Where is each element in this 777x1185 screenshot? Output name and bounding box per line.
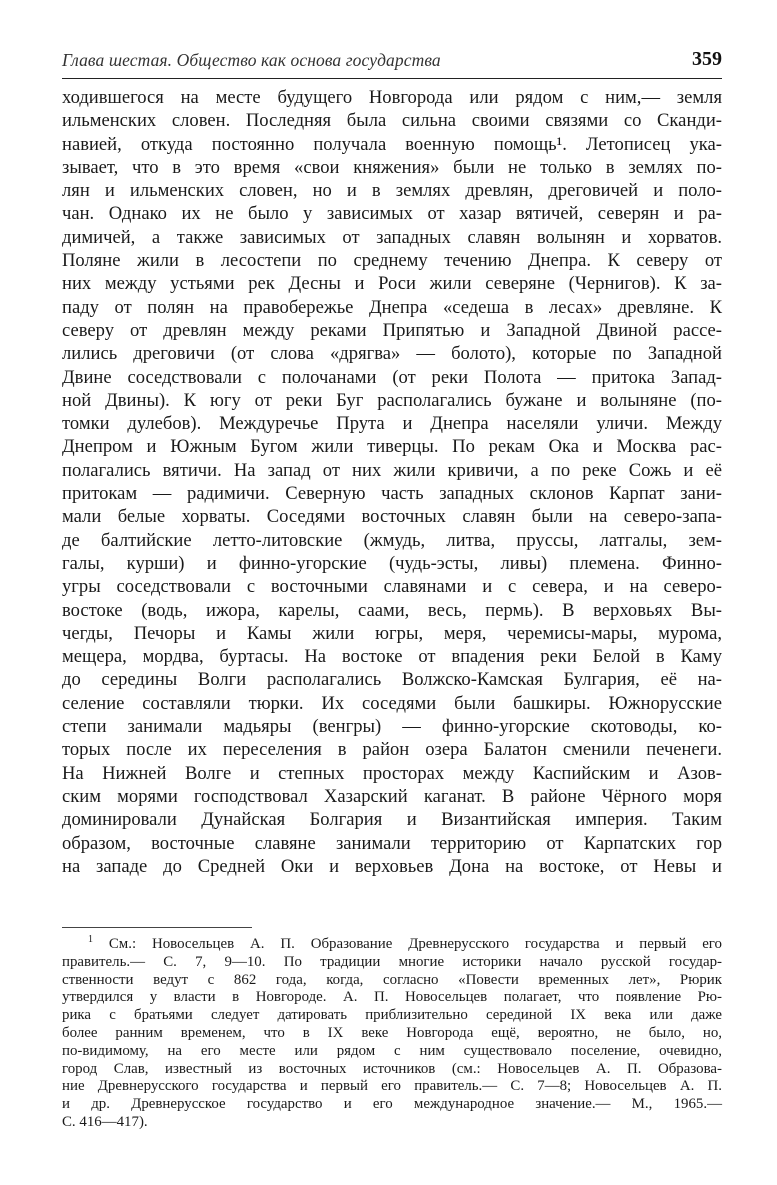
text-line: димичей, а также зависимых от западных славян волынян и хорватов. <box>62 226 722 248</box>
text-line: чан. Однако их не было у зависимых от хазар вятичей, северян и ра- <box>62 203 722 225</box>
text-line: ходившегося на месте будущего Новгорода или рядом с ним,— земля <box>62 87 722 108</box>
footnote-line: город Слав, известный из восточных источников (см.: Новосельцев А. П. Образова- <box>62 1060 722 1077</box>
text-line: На Нижней Волге и степных просторах между Каспийским и Азов- <box>62 762 722 784</box>
text-line: северу от древлян между реками Припятью и Западной Двиной рассе- <box>62 319 722 341</box>
header-rule <box>62 78 722 79</box>
footnote-rule <box>62 927 252 928</box>
text-line: торых после их переселения в район озера Балатон сменили печенеги. <box>62 739 722 761</box>
text-line: де балтийские летто-литовские (жмудь, литва, пруссы, латгалы, зем- <box>62 529 722 551</box>
text-line: доминировали Дунайская Болгария и Византийская империя. Таким <box>62 809 722 831</box>
footnote-line: и др. Древнерусское государство и его международное значение.— М., 1965.— <box>62 1096 722 1113</box>
text-line: полагались вятичи. На запад от них жили кривичи, а по реке Сожь и её <box>62 459 722 481</box>
footnote-line: по-видимому, на его месте или рядом с ним существовало поселение, очевидно, <box>62 1042 722 1059</box>
text-line: лян и ильменских словен, но и в землях древлян, дреговичей и поло- <box>62 180 722 202</box>
text-line: зывает, что в это время «свои княжения» были не только в землях по- <box>62 156 722 178</box>
running-header <box>62 46 722 74</box>
text-line: чегды, Печоры и Камы жили югры, меря, черемисы-мары, мурома, <box>62 622 722 644</box>
text-line: лились дреговичи (от слова «дрягва» — болото), которые по Западной <box>62 343 722 365</box>
body-text <box>62 86 722 878</box>
footnote-line-text: См.: Новосельцев А. П. Образование Древнерусского государства и первый его <box>108 936 722 952</box>
footnote-line: более ранним временем, что в IX веке Новгорода ещё, вероятно, не было, но, <box>62 1024 722 1041</box>
text-line: степи занимали мадьяры (венгры) — финно-угорские скотоводы, ко- <box>62 716 722 738</box>
text-line: Поляне жили в лесостепи по среднему течению Днепра. К северу от <box>62 250 722 272</box>
text-line: мещера, мордва, буртасы. На востоке от впадения реки Белой в Каму <box>62 646 722 668</box>
text-line: томки дулебов). Междуречье Прута и Днепра населяли уличи. Между <box>62 413 722 435</box>
text-line: образом, восточные славяне занимали территорию от Карпатских гор <box>62 832 722 854</box>
text-line: навией, откуда постоянно получала военную помощь¹. Летописец ука- <box>62 133 722 155</box>
footnote <box>62 936 722 1132</box>
footnote-line: утвердился у власти в Новгороде. А. П. Новосельцев полагает, что появление Рю- <box>62 989 722 1006</box>
footnote-line: ние Древнерусского государства и первый его правитель.— С. 7—8; Новосельцев А. П. <box>62 1078 722 1095</box>
text-line: притокам — радимичи. Северную часть западных склонов Карпат зани- <box>62 483 722 505</box>
text-line: на западе до Средней Оки и верховьев Дона на востоке, от Невы и <box>62 855 722 877</box>
page-number: 359 <box>692 48 722 70</box>
text-line: них между устьями рек Десны и Роси жили северяне (Чернигов). К за- <box>62 273 722 295</box>
footnote-line: рика с братьями следует датировать приблизительно серединой IX века или даже <box>62 1007 722 1024</box>
text-line: ной Двины). К югу от реки Буг располагались бужане и волыняне (по- <box>62 389 722 411</box>
text-line: ским морями господствовал Хазарский каганат. В районе Чёрного моря <box>62 785 722 807</box>
text-line: Днепром и Южным Бугом жили тиверцы. По рекам Ока и Москва рас- <box>62 436 722 458</box>
text-line: галы, курши) и финно-угорские (чудь-эсты, ливы) племена. Финно- <box>62 552 722 574</box>
text-line: ильменских словен. Последняя была сильна своими связями со Сканди- <box>62 110 722 132</box>
footnote-line <box>62 936 722 954</box>
text-line: Двине соседствовали с полочанами (от реки Полота — притока Запад- <box>62 366 722 388</box>
footnote-line: С. 416—417). <box>62 1113 148 1130</box>
footnote-line: правитель.— С. 7, 9—10. По традиции многие историки начало русской государ- <box>62 953 722 970</box>
text-line: угры соседствовали с восточными славянами и с севера, и на северо- <box>62 576 722 598</box>
text-line: востоке (водь, ижора, карелы, саами, весь, пермь). В верховьях Вы- <box>62 599 722 621</box>
text-line: мали белые хорваты. Соседями восточных славян были на северо-запа- <box>62 506 722 528</box>
text-line: паду от полян на правобережье Днепра «седеша в лесах» древляне. К <box>62 296 722 318</box>
chapter-title: Глава шестая. Общество как основа государства <box>62 50 441 70</box>
text-line: селение составляли тюрки. Их соседями были башкиры. Южнорусские <box>62 692 722 714</box>
footnote-mark: 1 <box>88 934 93 946</box>
footnote-line: ственности ведут с 862 года, когда, согласно «Повести временных лет», Рюрик <box>62 971 722 988</box>
text-line: до середины Волги располагались Волжско-Камская Булгария, её на- <box>62 669 722 691</box>
